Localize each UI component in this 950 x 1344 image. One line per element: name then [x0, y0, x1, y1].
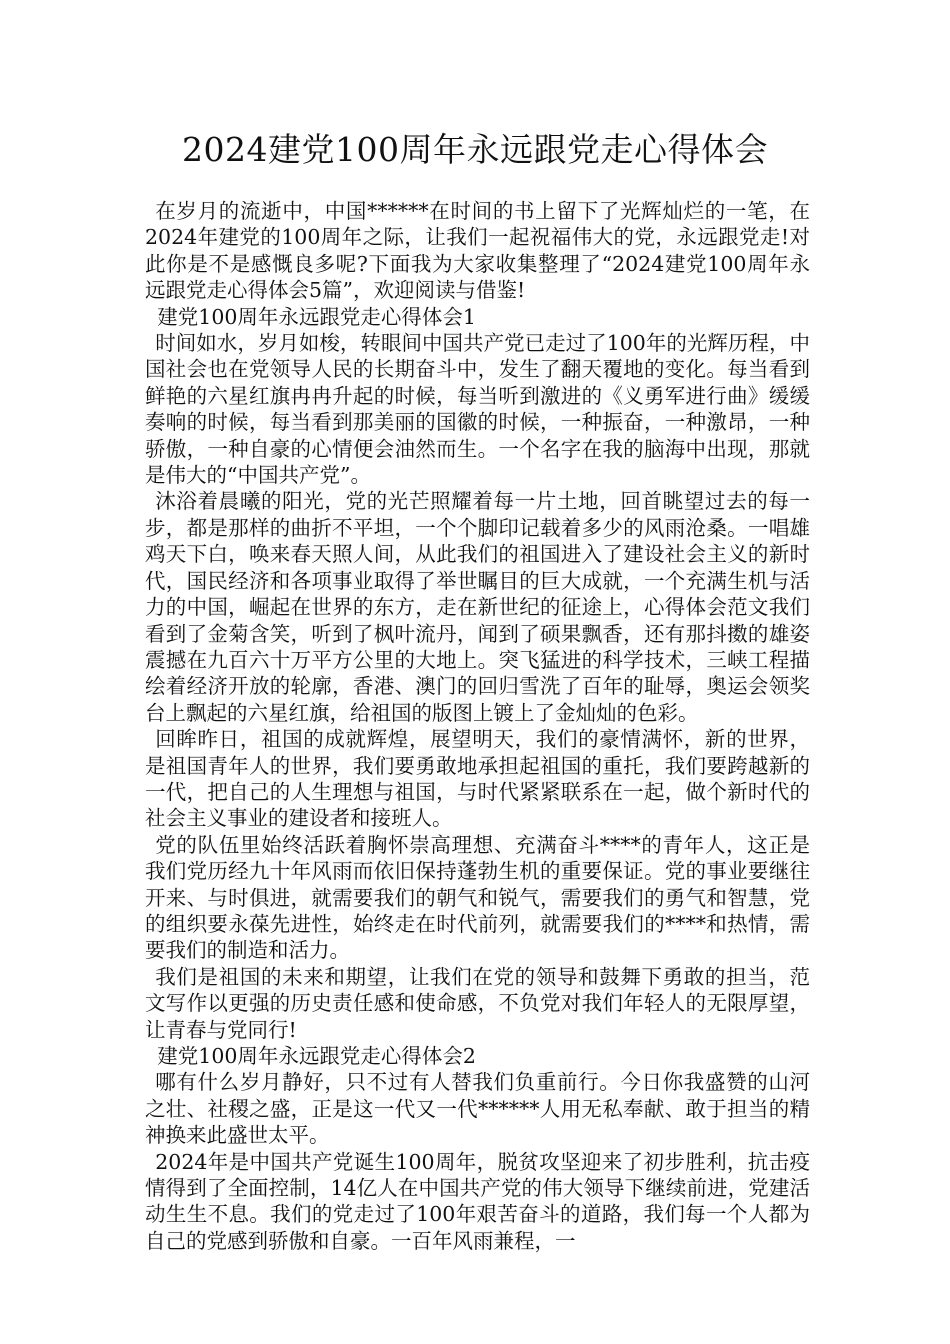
body-paragraph: 2024年是中国共产党诞生100周年，脱贫攻坚迎来了初步胜利，抗击疫情得到了全面控制，14亿人在中国共产党的伟大领导下继续前进，党建活动生生不息。我们的党走过了100年艰苦奋斗的道路，我们每一个人都为自己的党感到骄傲和自豪。一百年风雨兼程，一 — [145, 1149, 810, 1253]
body-paragraph: 党的队伍里始终活跃着胸怀崇高理想、充满奋斗****的青年人，这正是我们党历经九十年风雨而依旧保持蓬勃生机的重要保证。党的事业要继往开来、与时俱进，就需要我们的朝气和锐气，需要我们的勇气和智慧，党的组织要永葆先进性，始终走在时代前列，就需要我们的****和热情，需要我们的制造和活力。 — [145, 832, 810, 963]
document-title: 2024建党100周年永远跟党走心得体会 — [182, 130, 768, 169]
body-paragraph: 回眸昨日，祖国的成就辉煌，展望明天，我们的豪情满怀，新的世界，是祖国青年人的世界，我们要勇敢地承担起祖国的重托，我们要跨越新的一代，把自己的人生理想与祖国，与时代紧紧联系在一起，做个新时代的社会主义事业的建设者和接班人。 — [145, 727, 810, 831]
document-body — [145, 198, 810, 1254]
section-heading-2: 建党100周年永远跟党走心得体会2 — [157, 1044, 476, 1068]
body-paragraph: 沐浴着晨曦的阳光，党的光芒照耀着每一片土地，回首眺望过去的每一步，都是那样的曲折不平坦，一个个脚印记载着多少的风雨沧桑。一唱雄鸡天下白，唤来春天照人间，从此我们的祖国进入了建设社会主义的新时代，国民经济和各项事业取得了举世瞩目的巨大成就，一个充满生机与活力的中国，崛起在世界的东方，走在新世纪的征途上，心得体会范文我们看到了金菊含笑，听到了枫叶流丹，闻到了硕果飘香，还有那抖擞的雄姿震撼在九百六十万平方公里的大地上。突飞猛进的科学技术，三峡工程描绘着经济开放的轮廓，香港、澳门的回归雪洗了百年的耻辱，奥运会领奖台上飘起的六星红旗，给祖国的版图上镀上了金灿灿的色彩。 — [145, 489, 810, 725]
body-paragraph: 哪有什么岁月静好，只不过有人替我们负重前行。今日你我盛赞的山河之壮、社稷之盛，正是这一代又一代******人用无私奉献、敢于担当的精神换来此盛世太平。 — [145, 1070, 810, 1148]
intro-paragraph: 在岁月的流逝中，中国******在时间的书上留下了光辉灿烂的一笔，在2024年建党的100周年之际，让我们一起祝福伟大的党，永远跟党走!对此你是不是感慨良多呢?下面我为大家收集整理了“2024建党100周年永远跟党走心得体会5篇”，欢迎阅读与借鉴! — [145, 199, 810, 303]
body-paragraph: 时间如水，岁月如梭，转眼间中国共产党已走过了100年的光辉历程，中国社会也在党领导人民的长期奋斗中，发生了翻天覆地的变化。每当看到鲜艳的六星红旗冉冉升起的时候，每当听到激进的《义勇军进行曲》缓缓奏响的时候，每当看到那美丽的国徽的时候，一种振奋，一种激昂，一种骄傲，一种自豪的心情便会油然而生。一个名字在我的脑海中出现，那就是伟大的“中国共产党”。 — [145, 331, 810, 488]
section-heading-1: 建党100周年永远跟党走心得体会1 — [157, 304, 476, 329]
body-paragraph: 我们是祖国的未来和期望，让我们在党的领导和鼓舞下勇敢的担当，范文写作以更强的历史责任感和使命感，不负党对我们年轻人的无限厚望，让青春与党同行! — [145, 964, 810, 1042]
